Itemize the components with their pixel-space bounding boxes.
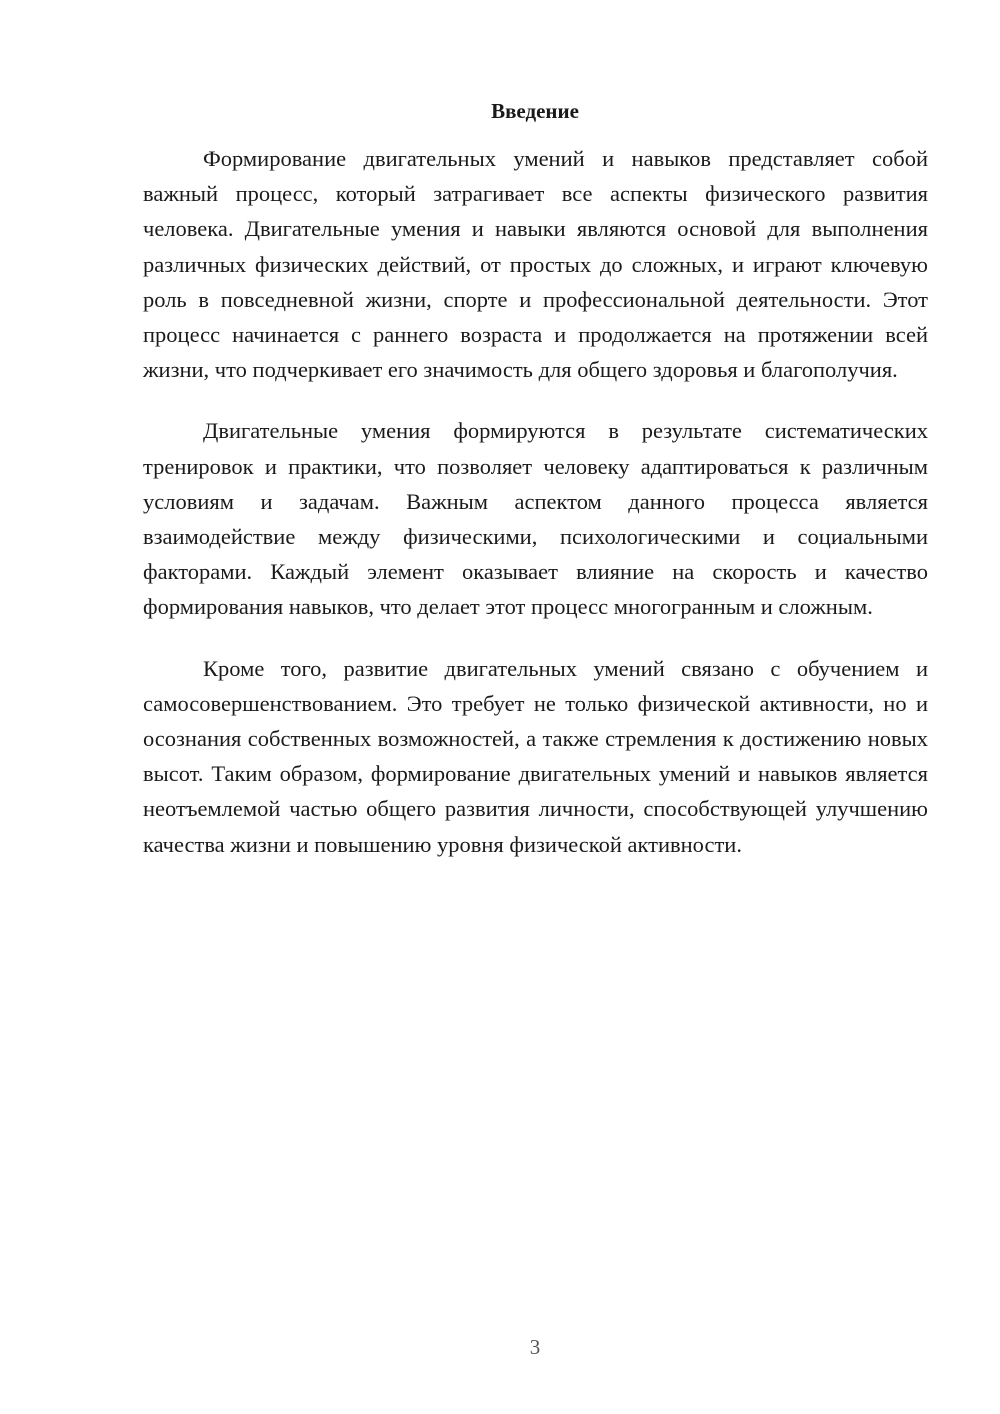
page-number: 3 [529, 1335, 541, 1359]
section-heading: Введение [491, 99, 579, 123]
document-body [143, 141, 928, 862]
paragraph-2: Двигательные умения формируются в результате систематических тренировок и практики, что позволяет человеку адаптироваться к различным условиям и задачам. Важным аспектом данного процесса является взаимодействие между физическими, психологическими и социальными факторами. Каждый элемент оказывает влияние на скорость и качество формирования навыков, что делает этот процесс многогранным и сложным. [143, 418, 928, 620]
paragraph-1: Формирование двигательных умений и навыков представляет собой важный процесс, который затрагивает все аспекты физического развития человека. Двигательные умения и навыки являются основой для выполнения различных физических действий, от простых до сложных, и играют ключевую роль в повседневной жизни, спорте и профессиональной деятельности. Этот процесс начинается с раннего возраста и продолжается на протяжении всей жизни, что подчеркивает его значимость для общего здоровья и благополучия. [143, 146, 928, 383]
paragraph-3: Кроме того, развитие двигательных умений связано с обучением и самосовершенствованием. Это требует не только физической активности, но и осознания собственных возможностей, а также стремления к достижению новых высот. Таким образом, формирование двигательных умений и навыков является неотъемлемой частью общего развития личности, способствующей улучшению качества жизни и повышению уровня физической активности. [143, 655, 928, 857]
